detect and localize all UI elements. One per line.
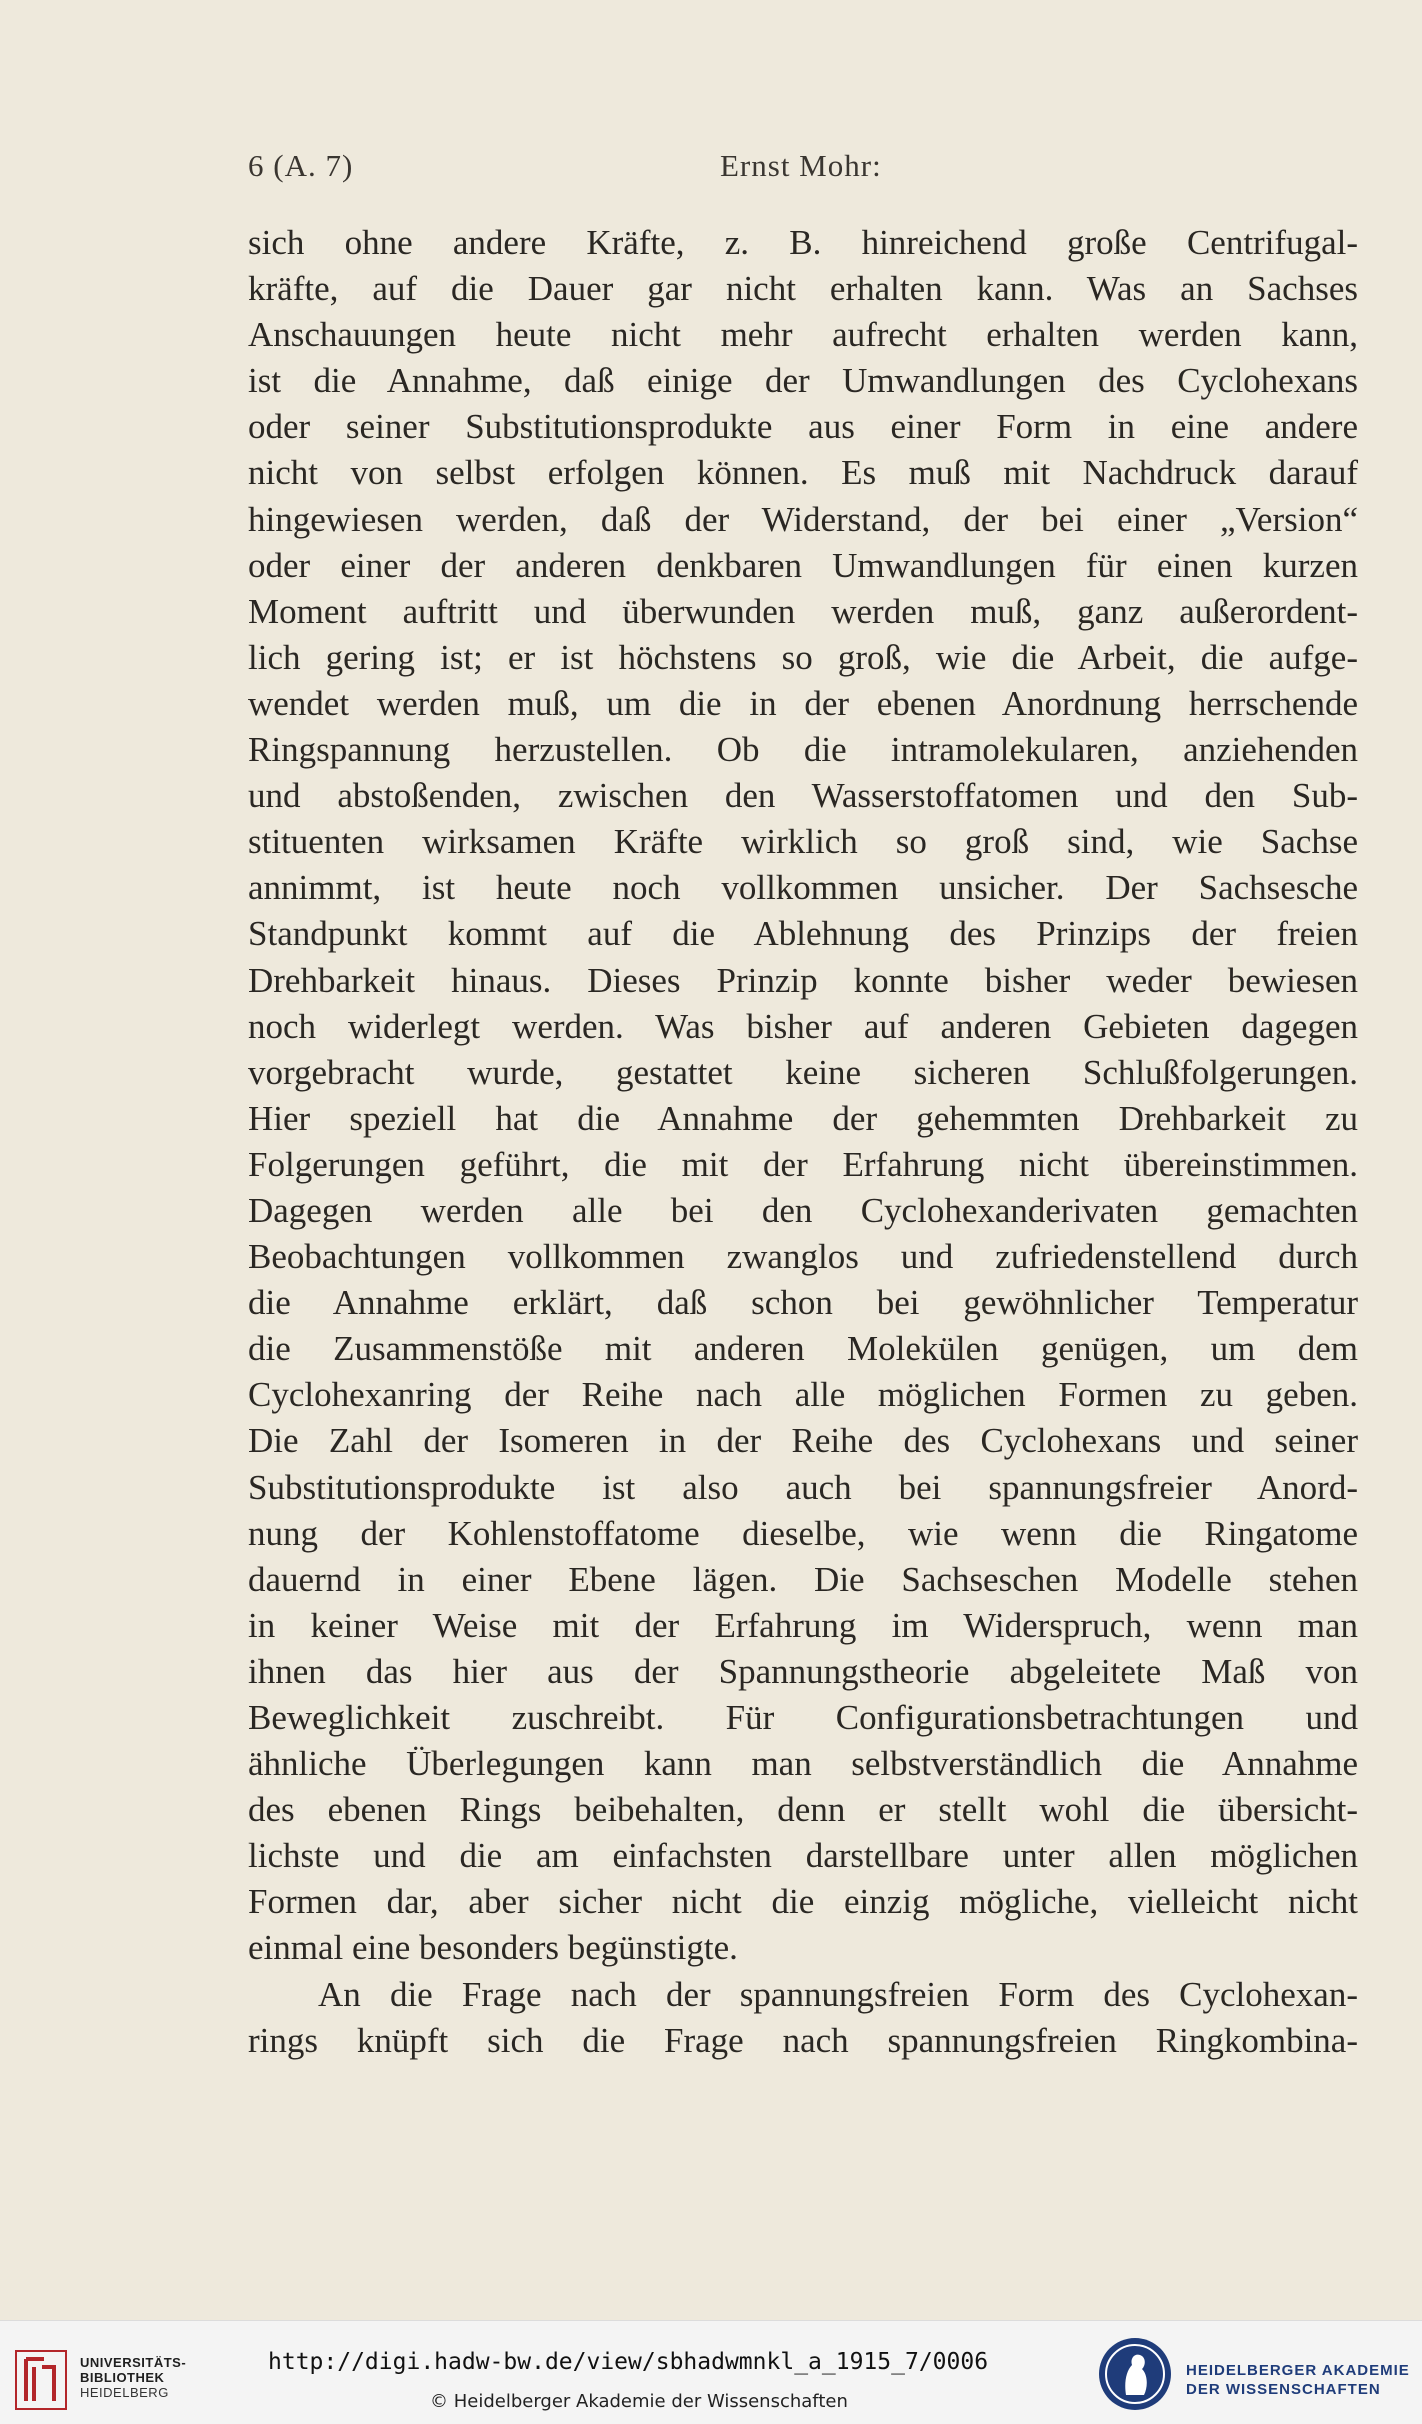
text-line: Formen dar, aber sicher nicht die einzig mögliche, vielleicht nicht — [248, 1882, 1358, 1922]
text-line: rings knüpft sich die Frage nach spannungsfreien Ringkombina- — [248, 2020, 1358, 2060]
text-line: lich gering ist; er ist höchstens so groß, wie die Arbeit, die aufge- — [248, 637, 1358, 677]
text-line: Hier speziell hat die Annahme der gehemmten Drehbarkeit zu — [248, 1098, 1358, 1138]
copyright-notice: © Heidelberger Akademie der Wissenschaften — [430, 2391, 848, 2412]
body-text — [248, 220, 1358, 2064]
text-line: oder einer der anderen denkbaren Umwandlungen für einen kurzen — [248, 545, 1358, 585]
library-line-3: HEIDELBERG — [80, 2385, 169, 2400]
text-line: ist die Annahme, daß einige der Umwandlungen des Cyclohexans — [248, 361, 1358, 401]
page-number: 6 (A. 7) — [248, 148, 354, 183]
text-line: ähnliche Überlegungen kann man selbstverständlich die Annahme — [248, 1744, 1358, 1784]
text-line: Cyclohexanring der Reihe nach alle möglichen Formen zu geben. — [248, 1375, 1358, 1415]
text-line: Die Zahl der Isomeren in der Reihe des Cyclohexans und seiner — [248, 1421, 1358, 1461]
text-line: Standpunkt kommt auf die Ablehnung des Prinzips der freien — [248, 914, 1358, 954]
text-line: vorgebracht wurde, gestattet keine sicheren Schlußfolgerungen. — [248, 1052, 1358, 1092]
text-line: Ringspannung herzustellen. Ob die intramolekularen, anziehenden — [248, 730, 1358, 770]
academy-line-2: DER WISSENSCHAFTEN — [1186, 2381, 1381, 2398]
permalink-url[interactable]: http://digi.hadw-bw.de/view/sbhadwmnkl_a_1915_7/0006 — [268, 2349, 989, 2375]
library-line-1: UNIVERSITÄTS- — [80, 2355, 187, 2370]
text-line: hingewiesen werden, daß der Widerstand, der bei einer „Version“ — [248, 499, 1358, 539]
running-head: Ernst Mohr: — [720, 148, 882, 183]
page-header — [248, 148, 1358, 188]
text-line: Moment auftritt und überwunden werden muß, ganz außerordent- — [248, 591, 1358, 631]
text-line: des ebenen Rings beibehalten, denn er stellt wohl die übersicht- — [248, 1790, 1358, 1830]
text-line: einmal eine besonders begünstigte. — [248, 1928, 738, 1968]
text-line: lichste und die am einfachsten darstellbare unter allen möglichen — [248, 1836, 1358, 1876]
text-line: nicht von selbst erfolgen können. Es muß mit Nachdruck darauf — [248, 453, 1358, 493]
text-line: annimmt, ist heute noch vollkommen unsicher. Der Sachsesche — [248, 868, 1358, 908]
text-line: und abstoßenden, zwischen den Wasserstoffatomen und den Sub- — [248, 776, 1358, 816]
text-line: wendet werden muß, um die in der ebenen Anordnung herrschende — [248, 683, 1358, 723]
text-line: Folgerungen geführt, die mit der Erfahrung nicht übereinstimmen. — [248, 1144, 1358, 1184]
text-line: Beobachtungen vollkommen zwanglos und zufriedenstellend durch — [248, 1237, 1358, 1277]
text-line: Substitutionsprodukte ist also auch bei spannungsfreier Anord- — [248, 1467, 1358, 1507]
academy-name — [1186, 2361, 1410, 2399]
university-library-logo-icon — [14, 2349, 68, 2411]
text-line: die Annahme erklärt, daß schon bei gewöhnlicher Temperatur — [248, 1283, 1358, 1323]
academy-seal-logo-icon — [1096, 2335, 1174, 2413]
text-line: noch widerlegt werden. Was bisher auf anderen Gebieten dagegen — [248, 1006, 1358, 1046]
text-line: ihnen das hier aus der Spannungstheorie abgeleitete Maß von — [248, 1651, 1358, 1691]
text-line: An die Frage nach der spannungsfreien Form des Cyclohexan- — [318, 1974, 1358, 2014]
text-line: dauernd in einer Ebene lägen. Die Sachseschen Modelle stehen — [248, 1559, 1358, 1599]
text-line: die Zusammenstöße mit anderen Molekülen genügen, um dem — [248, 1329, 1358, 1369]
text-line: Anschauungen heute nicht mehr aufrecht erhalten werden kann, — [248, 315, 1358, 355]
university-library-name — [80, 2355, 186, 2400]
viewer-footer — [0, 2320, 1422, 2424]
text-line: stituenten wirksamen Kräfte wirklich so groß sind, wie Sachse — [248, 822, 1358, 862]
text-line: Dagegen werden alle bei den Cyclohexanderivaten gemachten — [248, 1190, 1358, 1230]
library-line-2: BIBLIOTHEK — [80, 2370, 165, 2385]
academy-line-1: HEIDELBERGER AKADEMIE — [1186, 2362, 1410, 2379]
text-line: kräfte, auf die Dauer gar nicht erhalten kann. Was an Sachses — [248, 269, 1358, 309]
text-line: oder seiner Substitutionsprodukte aus einer Form in eine andere — [248, 407, 1358, 447]
text-line: Beweglichkeit zuschreibt. Für Configurationsbetrachtungen und — [248, 1698, 1358, 1737]
text-line: Drehbarkeit hinaus. Dieses Prinzip konnte bisher weder bewiesen — [248, 960, 1358, 1000]
text-line: nung der Kohlenstoffatome dieselbe, wie wenn die Ringatome — [248, 1513, 1358, 1553]
text-line: sich ohne andere Kräfte, z. B. hinreichend große Centrifugal- — [248, 223, 1358, 262]
text-line: in keiner Weise mit der Erfahrung im Widerspruch, wenn man — [248, 1605, 1358, 1645]
